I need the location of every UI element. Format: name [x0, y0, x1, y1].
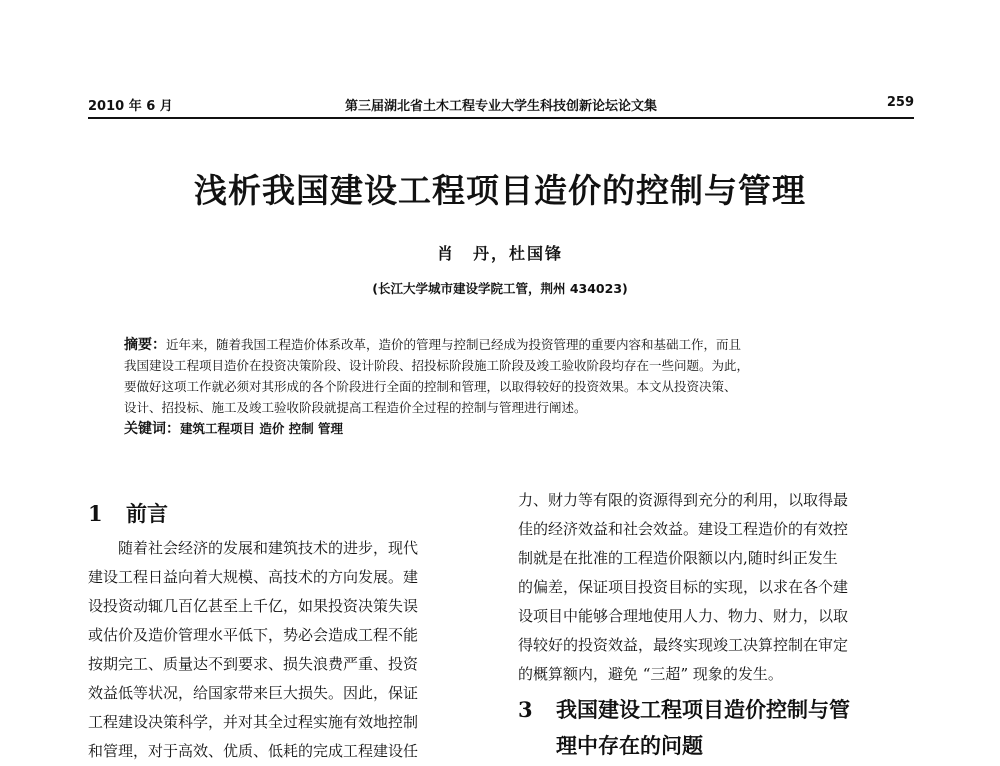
abstract [124, 334, 894, 439]
section-number: 1 [88, 501, 103, 526]
paragraph-line: 工程建设决策科学，并对其全过程实施有效地控制 [88, 713, 419, 731]
keywords-label: 关键词： [124, 421, 180, 437]
keywords-text: 建筑工程项目 造价 控制 管理 [180, 421, 344, 436]
paragraph-line: 得较好的投资效益，最终实现竣工决算控制在审定 [518, 636, 849, 654]
paragraph-line: 制就是在批准的工程造价限额以内,随时纠正发生 [518, 549, 838, 567]
paragraph-line: 建设工程日益向着大规模、高技术的方向发展。建 [88, 568, 419, 586]
section-3-title-line: 理中存在的问题 [556, 733, 703, 758]
section-title: 前言 [126, 501, 168, 526]
section-1-heading [88, 494, 488, 534]
journal-title: 第三届湖北省土木工程专业大学生科技创新论坛论文集 [344, 99, 657, 114]
abstract-line: 设计、招投标、施工及竣工验收阶段就提高工程造价全过程的控制与管理进行阐述。 [124, 400, 587, 415]
abstract-line: 要做好这项工作就必须对其形成的各个阶段进行全面的控制和管理，以取得较好的投资效果。本文从投资决策、 [124, 379, 737, 394]
section-3-title-line [518, 693, 918, 729]
paragraph-line: 设投资动辄几百亿甚至上千亿，如果投资决策失误 [88, 597, 419, 615]
paragraph-line: 的概算额内，避免 “三超” 现象的发生。 [518, 665, 783, 683]
running-head [88, 93, 914, 119]
paragraph-line: 和管理，对于高效、优质、低耗的完成工程建设任 [88, 742, 419, 760]
section-number: 3 [518, 697, 533, 722]
journal-date: 2010 年 6 月 [88, 99, 173, 114]
section-3-heading [518, 693, 918, 765]
keywords [124, 418, 894, 439]
left-column [88, 494, 488, 766]
paragraph-line: 的偏差，保证项目投资目标的实现，以求在各个建 [518, 578, 849, 596]
paper-title: 浅析我国建设工程项目造价的控制与管理 [194, 171, 806, 210]
abstract-line [124, 334, 894, 355]
right-column [518, 486, 918, 765]
paragraph-line: 力、财力等有限的资源得到充分的利用，以取得最 [518, 491, 849, 509]
paragraph-line: 效益低等状况，给国家带来巨大损失。因此，保证 [88, 684, 419, 702]
abstract-label: 摘要： [124, 337, 166, 353]
paragraph-line: 随着社会经济的发展和建筑技术的进步，现代 [118, 539, 419, 557]
affiliation: (长江大学城市建设学院工管，荆州 434023) [372, 281, 628, 296]
paragraph-line: 或估价及造价管理水平低下，势必会造成工程不能 [88, 626, 419, 644]
paragraph-line: 设项目中能够合理地使用人力、物力、财力，以取 [518, 607, 849, 625]
section-title: 我国建设工程项目造价控制与管 [556, 697, 850, 722]
abstract-line: 我国建设工程项目造价在投资决策阶段、设计阶段、招投标阶段施工阶段及竣工验收阶段均存在一些问题。为此， [124, 358, 750, 373]
authors: 肖 丹，杜国锋 [436, 244, 563, 263]
abstract-text: 近年来，随着我国工程造价体系改革，造价的管理与控制已经成为投资管理的重要内容和基础工作，而且 [166, 337, 742, 352]
paragraph-line: 按期完工、质量达不到要求、损失浪费严重、投资 [88, 655, 419, 673]
paragraph-line: 佳的经济效益和社会效益。建设工程造价的有效控 [518, 520, 849, 538]
page-number: 259 [886, 95, 914, 110]
